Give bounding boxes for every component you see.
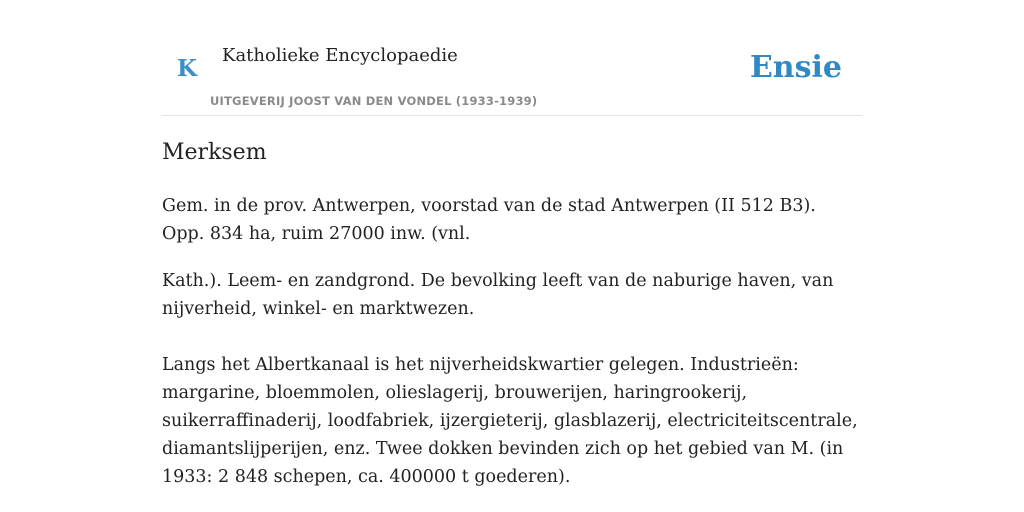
publisher-subtitle: UITGEVERIJ JOOST VAN DEN VONDEL (1933-1939) bbox=[210, 94, 538, 108]
article-paragraph: Kath.). Leem- en zandgrond. De bevolking leeft van de naburige haven, van nijverheid, winkel- en marktwezen. bbox=[162, 271, 834, 319]
page bbox=[162, 0, 862, 512]
site-header bbox=[162, 0, 862, 116]
article-paragraph: Langs het Albertkanaal is het nijverheidskwartier gelegen. Industrieën: margarine, bloemmolen, olieslagerij, brouwerijen, haringrookerij, suikerraffinaderij, loodfabriek, ijzergieterij, glasblazerij, electriciteitscentrale, diamantslijperijen, enz. Twee dokken bevinden zich op het gebied van M. (in 1933: 2 848 schepen, ca. 400000 t goederen). bbox=[162, 355, 858, 487]
article-paragraph: Gem. in de prov. Antwerpen, voorstad van de stad Antwerpen (II 512 B3). Opp. 834 ha, ruim 27000 inw. (vnl. bbox=[162, 196, 816, 244]
article-title: Merksem bbox=[162, 140, 267, 165]
ensie-brand-link[interactable]: Ensie bbox=[749, 50, 842, 85]
encyclopedia-title[interactable]: Katholieke Encyclopaedie bbox=[222, 45, 458, 66]
encyclopedia-logo[interactable]: K bbox=[177, 55, 197, 82]
